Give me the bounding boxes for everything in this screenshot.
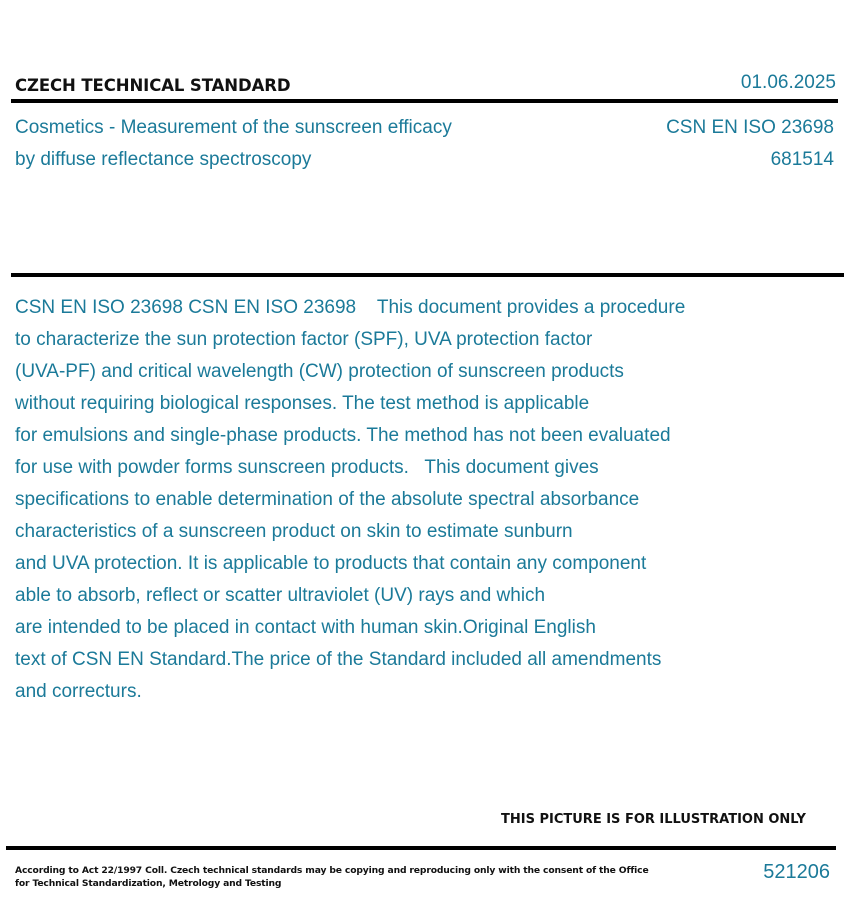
abstract-line: and correcturs. [15, 681, 142, 702]
catalog-number: 681514 [770, 149, 834, 170]
abstract-line: and UVA protection. It is applicable to products that contain any component [15, 553, 647, 574]
abstract-line: without requiring biological responses. The test method is applicable [15, 393, 590, 414]
legal-notice [15, 864, 649, 890]
abstract-line: to characterize the sun protection factor (SPF), UVA protection factor [15, 329, 593, 350]
abstract-line: are intended to be placed in contact with human skin.Original English [15, 617, 596, 638]
abstract-line: specifications to enable determination of the absolute spectral absorbance [15, 489, 640, 510]
legal-notice-line: for Technical Standardization, Metrology and Testing [15, 878, 282, 889]
abstract-line: for use with powder forms sunscreen products. This document gives [15, 457, 599, 478]
abstract-line: text of CSN EN Standard.The price of the Standard included all amendments [15, 649, 662, 670]
standard-code: CSN EN ISO 23698 [666, 117, 834, 138]
abstract-line: (UVA-PF) and critical wavelength (CW) protection of sunscreen products [15, 361, 624, 382]
legal-notice-line: According to Act 22/1997 Coll. Czech technical standards may be copying and reproducing only with the consent of the Office [15, 865, 649, 876]
abstract-line: CSN EN ISO 23698 CSN EN ISO 23698 This document provides a procedure [15, 297, 686, 318]
header-divider [11, 99, 838, 103]
footer-divider [6, 846, 836, 850]
document-number: 521206 [763, 861, 830, 883]
illustration-disclaimer: THIS PICTURE IS FOR ILLUSTRATION ONLY [501, 812, 806, 827]
abstract-line: characteristics of a sunscreen product on skin to estimate sunburn [15, 521, 573, 542]
title-divider [11, 273, 844, 277]
abstract-line: for emulsions and single-phase products. The method has not been evaluated [15, 425, 671, 446]
abstract-line: able to absorb, reflect or scatter ultraviolet (UV) rays and which [15, 585, 546, 606]
standard-title-line-1: Cosmetics - Measurement of the sunscreen efficacy [15, 117, 452, 138]
standard-title-line-2: by diffuse reflectance spectroscopy [15, 149, 312, 170]
publication-date: 01.06.2025 [740, 72, 836, 93]
abstract-text [15, 292, 815, 708]
document-header-label: CZECH TECHNICAL STANDARD [15, 76, 291, 95]
